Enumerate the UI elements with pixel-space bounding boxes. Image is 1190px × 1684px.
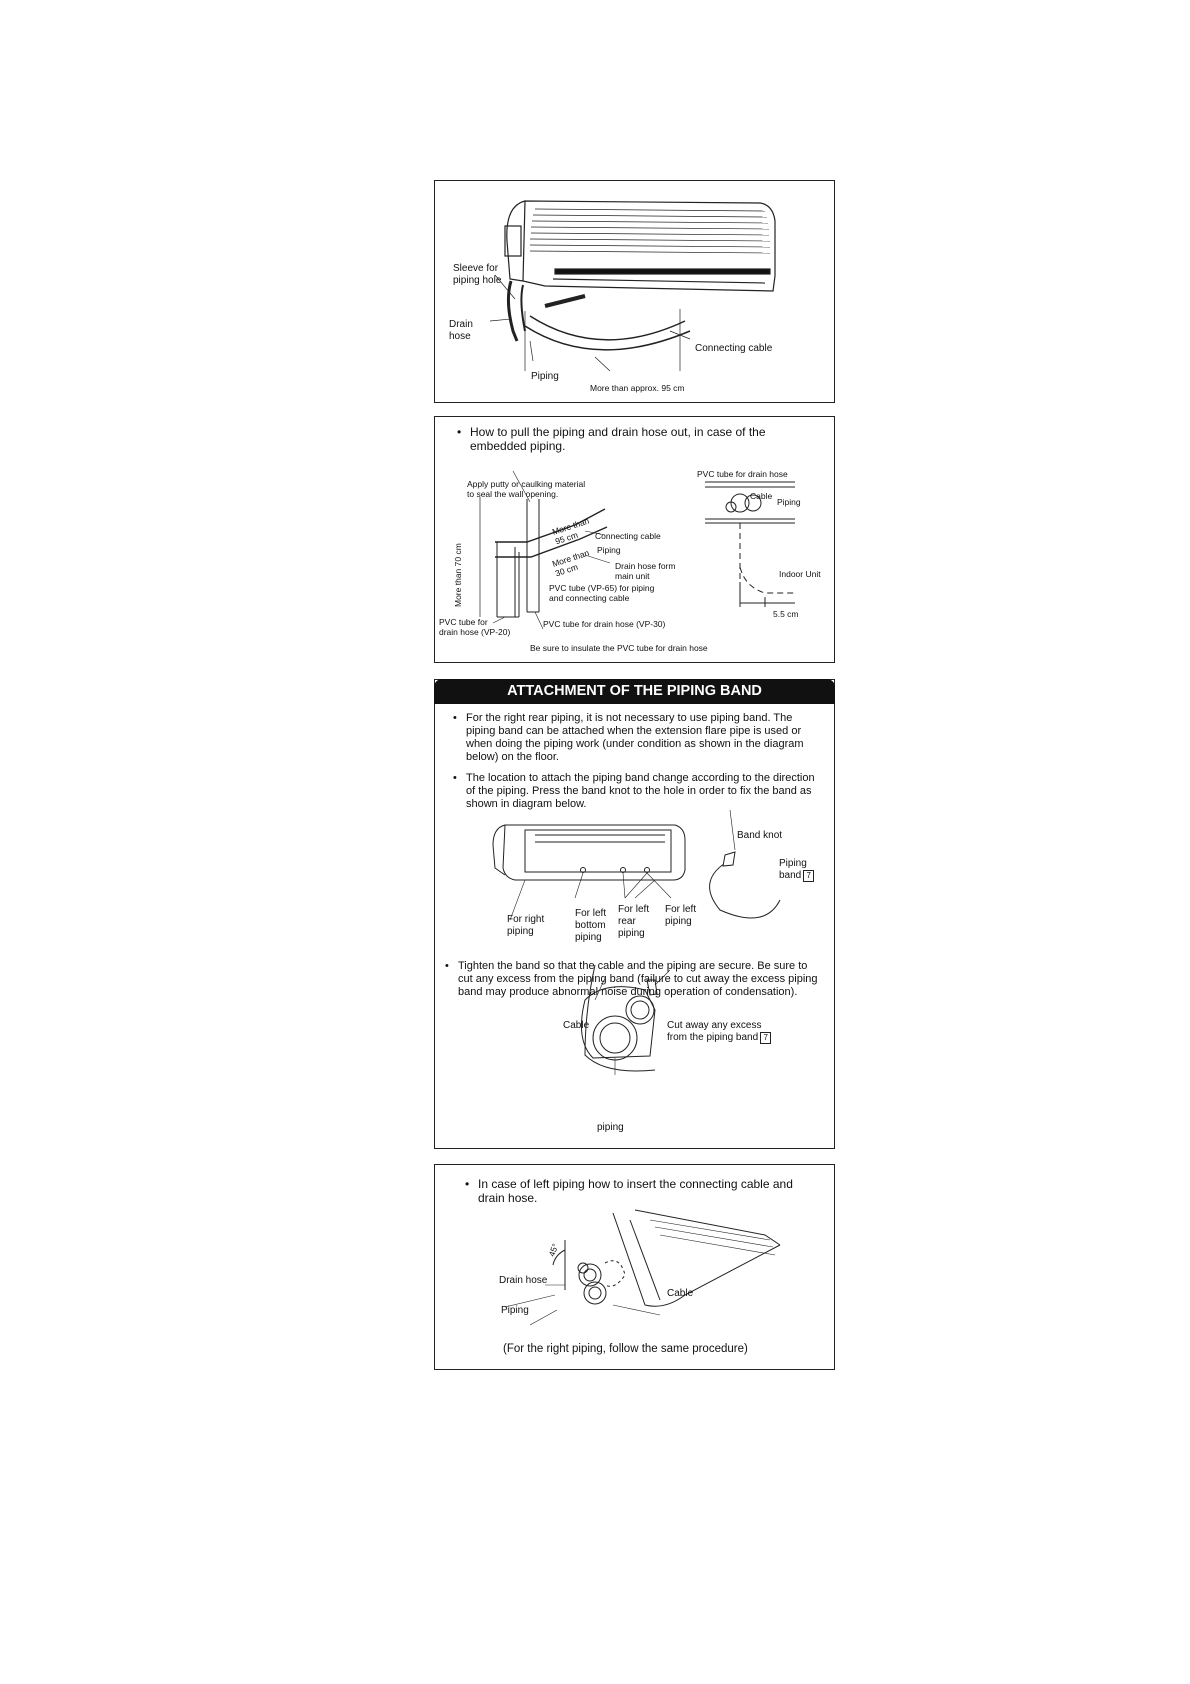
- left-piping-label: For left piping: [665, 904, 697, 927]
- pvc65-label: PVC tube (VP-65) for piping and connecting cable: [549, 583, 655, 603]
- indoor-unit-illustration: [435, 181, 836, 404]
- right-piping-note: (For the right piping, follow the same procedure): [503, 1343, 748, 1355]
- left-piping-panel: [434, 1164, 835, 1370]
- embedded-piping-panel: [434, 416, 835, 663]
- more-than-70-label: More than 70 cm: [453, 543, 463, 607]
- piping-label-2: Piping: [597, 545, 621, 555]
- drain-hose-label: Drain hose: [449, 319, 473, 342]
- part-number-badge: 7: [803, 870, 814, 882]
- connecting-cable-label-2: Connecting cable: [595, 531, 661, 541]
- insulate-label: Be sure to insulate the PVC tube for drain hose: [530, 643, 708, 653]
- connecting-cable-label: Connecting cable: [695, 343, 773, 354]
- pvc20-label: PVC tube for drain hose (VP-20): [439, 617, 511, 637]
- cut-away-label: Cut away any excess from the piping band 7: [667, 1020, 771, 1044]
- cable-label-4: Cable: [667, 1288, 694, 1299]
- dim-label: 5.5 cm: [773, 609, 799, 619]
- section-title: ATTACHMENT OF THE PIPING BAND: [434, 679, 835, 704]
- more-than-30-label: More than 30 cm: [550, 547, 591, 579]
- piping-label: Piping: [531, 371, 559, 382]
- angle-label: 45°: [546, 1242, 561, 1258]
- left-piping-diagram: [435, 1165, 836, 1371]
- instruction-3: • Tighten the band so that the cable and the piping are secure. Be sure to cut any excess from the piping band (failure to cut away the excess piping band may produce abnormal noise during operation of condensation).: [445, 960, 823, 999]
- piping-band-label: Piping band 7: [779, 858, 814, 882]
- putty-label: Apply putty or caulking material to seal the wall opening.: [467, 479, 586, 499]
- cable-label-2: Cable: [750, 491, 773, 501]
- embedded-piping-instruction: • How to pull the piping and drain hose out, in case of the embedded piping.: [457, 425, 820, 453]
- drain-hose-label-4: Drain hose: [499, 1275, 548, 1286]
- indoor-unit-label: Indoor Unit: [779, 569, 821, 579]
- right-piping-label: For right piping: [507, 914, 545, 937]
- distance-label: More than approx. 95 cm: [590, 383, 685, 393]
- pvc30-label: PVC tube for drain hose (VP-30): [543, 619, 666, 629]
- cable-label-3: Cable: [563, 1020, 590, 1031]
- instruction-2: • The location to attach the piping band change according to the direction of the piping. Press the band knot to the hole in order to fix the band as shown in diagram below.: [453, 772, 821, 811]
- more-than-95-label: More than 95 cm: [550, 515, 591, 547]
- band-knot-label: Band knot: [737, 830, 783, 841]
- left-bottom-piping-label: For left bottom piping: [575, 908, 607, 943]
- pvc-drain-label: PVC tube for drain hose: [697, 469, 788, 479]
- piping-r-label: Piping: [777, 497, 801, 507]
- instruction-1: • For the right rear piping, it is not necessary to use piping band. The piping band can be attached when the extension flare pipe is used or when doing the piping work (under condition as shown in the diagram below) on the floor.: [453, 712, 821, 764]
- left-piping-instruction: • In case of left piping how to insert the connecting cable and drain hose.: [465, 1177, 818, 1205]
- indoor-unit-piping-panel: [434, 180, 835, 403]
- part-number-badge-2: 7: [760, 1032, 771, 1044]
- sleeve-label: Sleeve for piping hole: [453, 263, 502, 286]
- piping-label-3: piping: [597, 1122, 624, 1133]
- left-rear-piping-label: For left rear piping: [618, 904, 650, 939]
- piping-label-4: Piping: [501, 1305, 529, 1316]
- piping-band-panel: [434, 679, 835, 1149]
- drain-hose-form-label: Drain hose form main unit: [615, 561, 676, 581]
